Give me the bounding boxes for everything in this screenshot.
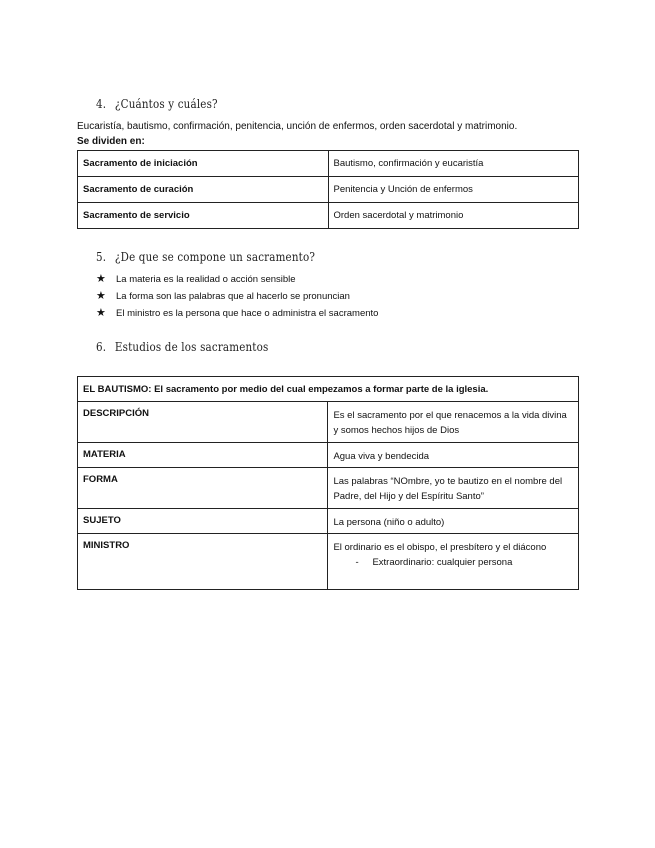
sacraments-list-text: Eucaristía, bautismo, confirmación, penitencia, unción de enfermos, orden sacerdotal y matrimonio. (77, 121, 518, 132)
table-row (78, 468, 579, 509)
section-5-number: 5. (96, 250, 107, 264)
sacrament-types-table (77, 150, 579, 229)
table-row (78, 151, 579, 177)
sacrament-items-cell: Bautismo, confirmación y eucaristía (328, 151, 579, 177)
list-item (96, 288, 378, 305)
divide-label: Se dividen en: (77, 136, 145, 147)
sacrament-items-cell: Orden sacerdotal y matrimonio (328, 203, 579, 229)
row-label-cell: SUJETO (78, 509, 328, 534)
row-label-cell: MATERIA (78, 443, 328, 468)
row-value-cell (328, 534, 579, 590)
section-4-title: ¿Cuántos y cuáles? (114, 97, 218, 111)
section-6-heading (96, 340, 268, 354)
composition-bullet-list (96, 271, 378, 322)
row-label-cell: MINISTRO (78, 534, 328, 590)
row-value-cell: Es el sacramento por el que renacemos a la vida divina y somos hechos hijos de Dios (328, 402, 579, 443)
star-bullet-icon: ★ (96, 307, 106, 319)
sacrament-type-cell: Sacramento de curación (78, 177, 329, 203)
star-bullet-icon: ★ (96, 290, 106, 302)
list-item-text: La materia es la realidad o acción sensible (116, 274, 296, 285)
list-item (96, 305, 378, 322)
dash-bullet: - (355, 557, 359, 568)
row-value-cell: Las palabras “NOmbre, yo te bautizo en el nombre del Padre, del Hijo y del Espíritu Santo” (328, 468, 579, 509)
section-6-number: 6. (96, 340, 107, 354)
bautismo-table (77, 376, 579, 590)
sacrament-items-cell: Penitencia y Unción de enfermos (328, 177, 579, 203)
sacrament-type-cell: Sacramento de servicio (78, 203, 329, 229)
ministro-sub-item (333, 555, 573, 570)
list-item-text: La forma son las palabras que al hacerlo se pronuncian (116, 291, 350, 302)
bautismo-header-cell: EL BAUTISMO: El sacramento por medio del cual empezamos a formar parte de la iglesia. (78, 377, 579, 402)
ministro-sub-item-text: Extraordinario: cualquier persona (372, 557, 513, 568)
ministro-value-text: El ordinario es el obispo, el presbítero y el diácono (333, 542, 547, 553)
table-row (78, 509, 579, 534)
star-bullet-icon: ★ (96, 273, 106, 285)
table-row (78, 402, 579, 443)
section-6-title: Estudios de los sacramentos (114, 340, 269, 354)
table-row (78, 203, 579, 229)
row-label-cell: FORMA (78, 468, 328, 509)
row-label-cell: DESCRIPCIÓN (78, 402, 328, 443)
section-5-title: ¿De que se compone un sacramento? (114, 250, 316, 264)
list-item (96, 271, 378, 288)
section-5-heading (96, 250, 315, 264)
row-value-cell: La persona (niño o adulto) (328, 509, 579, 534)
section-4-heading (96, 97, 218, 111)
table-header-row (78, 377, 579, 402)
list-item-text: El ministro es la persona que hace o administra el sacramento (116, 308, 379, 319)
table-row (78, 534, 579, 590)
table-row (78, 443, 579, 468)
table-row (78, 177, 579, 203)
row-value-cell: Agua viva y bendecida (328, 443, 579, 468)
section-4-number: 4. (96, 97, 107, 111)
sacrament-type-cell: Sacramento de iniciación (78, 151, 329, 177)
